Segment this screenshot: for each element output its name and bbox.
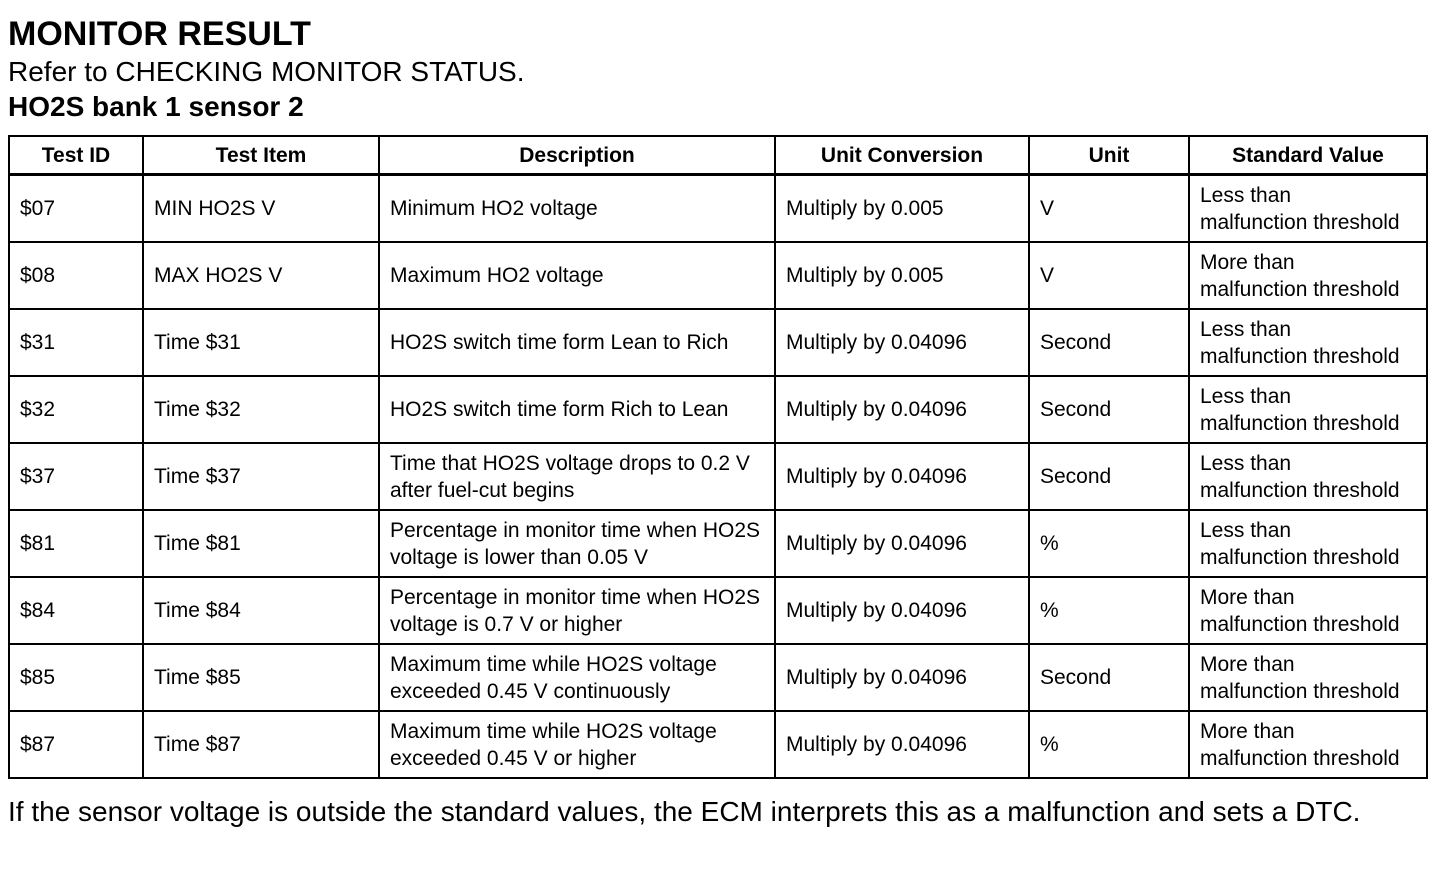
standard-value-line2: malfunction threshold xyxy=(1200,411,1400,435)
standard-value-line2: malfunction threshold xyxy=(1200,277,1400,301)
unit-cell: V xyxy=(1029,242,1189,309)
description-cell: Maximum time while HO2S voltage exceeded 0.45 V continuously xyxy=(379,644,775,711)
description-cell: Percentage in monitor time when HO2S voltage is lower than 0.05 V xyxy=(379,510,775,577)
test-item-cell: Time $31 xyxy=(143,309,379,376)
test-id-cell: $85 xyxy=(9,644,143,711)
test-id-cell: $08 xyxy=(9,242,143,309)
test-id-cell: $37 xyxy=(9,443,143,510)
standard-value-line2: malfunction threshold xyxy=(1200,545,1400,569)
table-row xyxy=(9,510,1427,577)
standard-value-line1: Less than xyxy=(1200,317,1292,341)
standard-value-cell xyxy=(1189,711,1427,778)
standard-value-cell xyxy=(1189,309,1427,376)
test-item-cell: Time $37 xyxy=(143,443,379,510)
table-row xyxy=(9,644,1427,711)
table-row xyxy=(9,443,1427,510)
table-row xyxy=(9,309,1427,376)
unit-conversion-cell: Multiply by 0.04096 xyxy=(775,644,1029,711)
description-cell: Percentage in monitor time when HO2S voltage is 0.7 V or higher xyxy=(379,577,775,644)
unit-conversion-cell: Multiply by 0.04096 xyxy=(775,309,1029,376)
test-id-cell: $84 xyxy=(9,577,143,644)
test-item-cell: Time $87 xyxy=(143,711,379,778)
header-unit-conversion: Unit Conversion xyxy=(775,136,1029,175)
description-cell: Maximum HO2 voltage xyxy=(379,242,775,309)
table-row xyxy=(9,175,1427,243)
description-cell: Maximum time while HO2S voltage exceeded 0.45 V or higher xyxy=(379,711,775,778)
page-title: MONITOR RESULT xyxy=(8,15,311,53)
monitor-result-table xyxy=(8,135,1428,779)
unit-conversion-cell: Multiply by 0.04096 xyxy=(775,376,1029,443)
test-id-cell: $07 xyxy=(9,175,143,243)
refer-note: Refer to CHECKING MONITOR STATUS. xyxy=(8,56,525,87)
standard-value-line2: malfunction threshold xyxy=(1200,612,1400,636)
test-id-cell: $87 xyxy=(9,711,143,778)
footer-note: If the sensor voltage is outside the standard values, the ECM interprets this as a malfunction and sets a DTC. xyxy=(8,796,1361,827)
unit-cell: Second xyxy=(1029,443,1189,510)
test-item-cell: Time $32 xyxy=(143,376,379,443)
table-row xyxy=(9,577,1427,644)
unit-cell: Second xyxy=(1029,309,1189,376)
table-row xyxy=(9,376,1427,443)
standard-value-line1: More than xyxy=(1200,585,1295,609)
unit-conversion-cell: Multiply by 0.04096 xyxy=(775,510,1029,577)
unit-conversion-cell: Multiply by 0.04096 xyxy=(775,577,1029,644)
standard-value-cell xyxy=(1189,376,1427,443)
test-item-cell: MAX HO2S V xyxy=(143,242,379,309)
unit-cell: % xyxy=(1029,577,1189,644)
test-item-cell: Time $85 xyxy=(143,644,379,711)
standard-value-line1: More than xyxy=(1200,250,1295,274)
standard-value-line2: malfunction threshold xyxy=(1200,746,1400,770)
standard-value-cell xyxy=(1189,175,1427,243)
standard-value-line1: More than xyxy=(1200,719,1295,743)
unit-conversion-cell: Multiply by 0.04096 xyxy=(775,443,1029,510)
description-cell: Time that HO2S voltage drops to 0.2 V after fuel-cut begins xyxy=(379,443,775,510)
standard-value-line1: More than xyxy=(1200,652,1295,676)
unit-cell: V xyxy=(1029,175,1189,243)
standard-value-cell xyxy=(1189,577,1427,644)
test-item-cell: Time $81 xyxy=(143,510,379,577)
document-page xyxy=(8,14,1428,827)
header-standard-value: Standard Value xyxy=(1189,136,1427,175)
unit-cell: Second xyxy=(1029,376,1189,443)
test-id-cell: $81 xyxy=(9,510,143,577)
description-cell: HO2S switch time form Lean to Rich xyxy=(379,309,775,376)
test-item-cell: MIN HO2S V xyxy=(143,175,379,243)
standard-value-line2: malfunction threshold xyxy=(1200,210,1400,234)
table-row xyxy=(9,711,1427,778)
section-subtitle: HO2S bank 1 sensor 2 xyxy=(8,91,304,122)
description-cell: HO2S switch time form Rich to Lean xyxy=(379,376,775,443)
table-row xyxy=(9,242,1427,309)
standard-value-cell xyxy=(1189,242,1427,309)
unit-conversion-cell: Multiply by 0.005 xyxy=(775,242,1029,309)
standard-value-line2: malfunction threshold xyxy=(1200,679,1400,703)
standard-value-line1: Less than xyxy=(1200,384,1292,408)
standard-value-line1: Less than xyxy=(1200,183,1292,207)
unit-conversion-cell: Multiply by 0.005 xyxy=(775,175,1029,243)
test-id-cell: $32 xyxy=(9,376,143,443)
unit-conversion-cell: Multiply by 0.04096 xyxy=(775,711,1029,778)
standard-value-line1: Less than xyxy=(1200,451,1292,475)
standard-value-cell xyxy=(1189,443,1427,510)
standard-value-line2: malfunction threshold xyxy=(1200,344,1400,368)
header-description: Description xyxy=(379,136,775,175)
standard-value-cell xyxy=(1189,644,1427,711)
standard-value-line2: malfunction threshold xyxy=(1200,478,1400,502)
header-test-item: Test Item xyxy=(143,136,379,175)
test-item-cell: Time $84 xyxy=(143,577,379,644)
header-test-id: Test ID xyxy=(9,136,143,175)
test-id-cell: $31 xyxy=(9,309,143,376)
unit-cell: % xyxy=(1029,510,1189,577)
table-header-row xyxy=(9,136,1427,175)
standard-value-line1: Less than xyxy=(1200,518,1292,542)
unit-cell: % xyxy=(1029,711,1189,778)
header-unit: Unit xyxy=(1029,136,1189,175)
unit-cell: Second xyxy=(1029,644,1189,711)
description-cell: Minimum HO2 voltage xyxy=(379,175,775,243)
standard-value-cell xyxy=(1189,510,1427,577)
